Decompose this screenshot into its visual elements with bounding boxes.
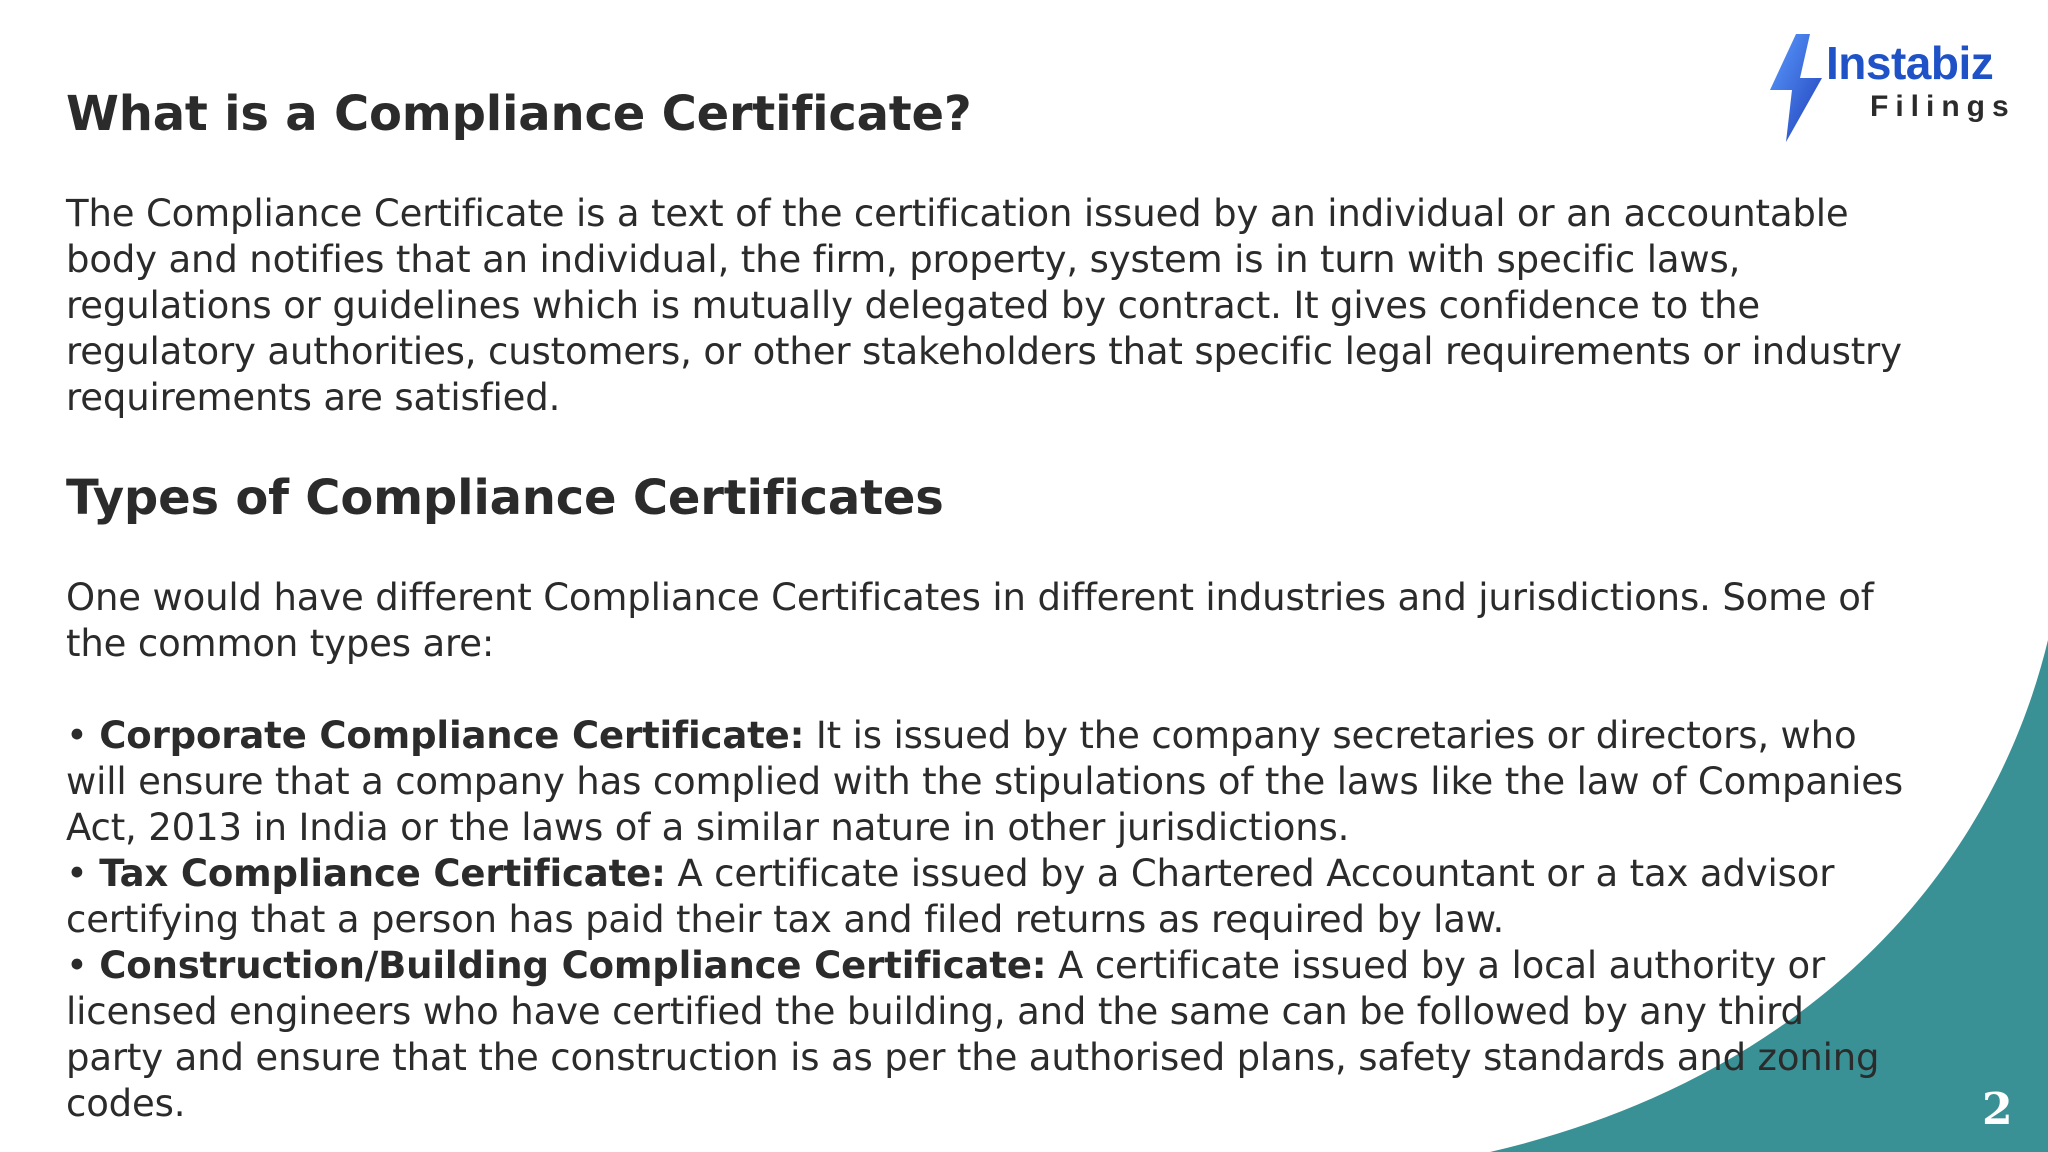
list-item: • Tax Compliance Certificate: A certificate issued by a Chartered Accountant or a tax advisor certifying that a person has paid their tax and filed returns as required by law. xyxy=(66,852,1835,941)
instabiz-filings-logo xyxy=(1766,32,2016,144)
section-1-paragraph: The Compliance Certificate is a text of the certification issued by an individual or an accountable body and notifies that an individual, the firm, property, system is in turn with specific laws, regulations or guidelines which is mutually delegated by contract. It gives confidence to the regulatory authorities, customers, or other stakeholders that specific legal requirements or industry requirements are satisfied. xyxy=(66,192,1902,419)
logo-text-instabiz: Instabiz xyxy=(1826,37,1994,89)
logo-text-filings: Filings xyxy=(1870,90,2016,123)
bullet-text: It is issued by the company secretaries or directors, who will ensure that a company has complied with the stipulations of the laws like the law of Companies Act, 2013 in India or the laws of a similar nature in other jurisdictions. xyxy=(66,714,1904,849)
section-heading-what-is: What is a Compliance Certificate? xyxy=(66,86,972,142)
page-number: 2 xyxy=(1982,1084,2013,1135)
bullet-term: Tax Compliance Certificate: xyxy=(99,852,666,895)
list-item: • Construction/Building Compliance Certificate: A certificate issued by a local authority or licensed engineers who have certified the building, and the same can be followed by any third party and ensure that the construction is as per the authorised plans, safety standards and zoning codes. xyxy=(66,944,1880,1125)
certificate-types-list xyxy=(66,713,1906,1127)
bullet-term: Corporate Compliance Certificate: xyxy=(99,714,805,757)
bullet-term: Construction/Building Compliance Certificate: xyxy=(99,944,1047,987)
section-2-intro: One would have different Compliance Certificates in different industries and jurisdictions. Some of the common types are: xyxy=(66,576,1874,665)
bullet-text: A certificate issued by a Chartered Accountant or a tax advisor certifying that a person has paid their tax and filed returns as required by law. xyxy=(66,852,1835,941)
list-item: • Corporate Compliance Certificate: It is issued by the company secretaries or directors, who will ensure that a company has complied with the stipulations of the laws like the law of Companies Act, 2013 in India or the laws of a similar nature in other jurisdictions. xyxy=(66,714,1904,849)
section-heading-types: Types of Compliance Certificates xyxy=(66,470,944,526)
lightning-bolt-icon xyxy=(1766,32,1826,144)
bullet-text: A certificate issued by a local authority or licensed engineers who have certified the building, and the same can be followed by any third party and ensure that the construction is as per the authorised plans, safety standards and zoning codes. xyxy=(66,944,1880,1125)
